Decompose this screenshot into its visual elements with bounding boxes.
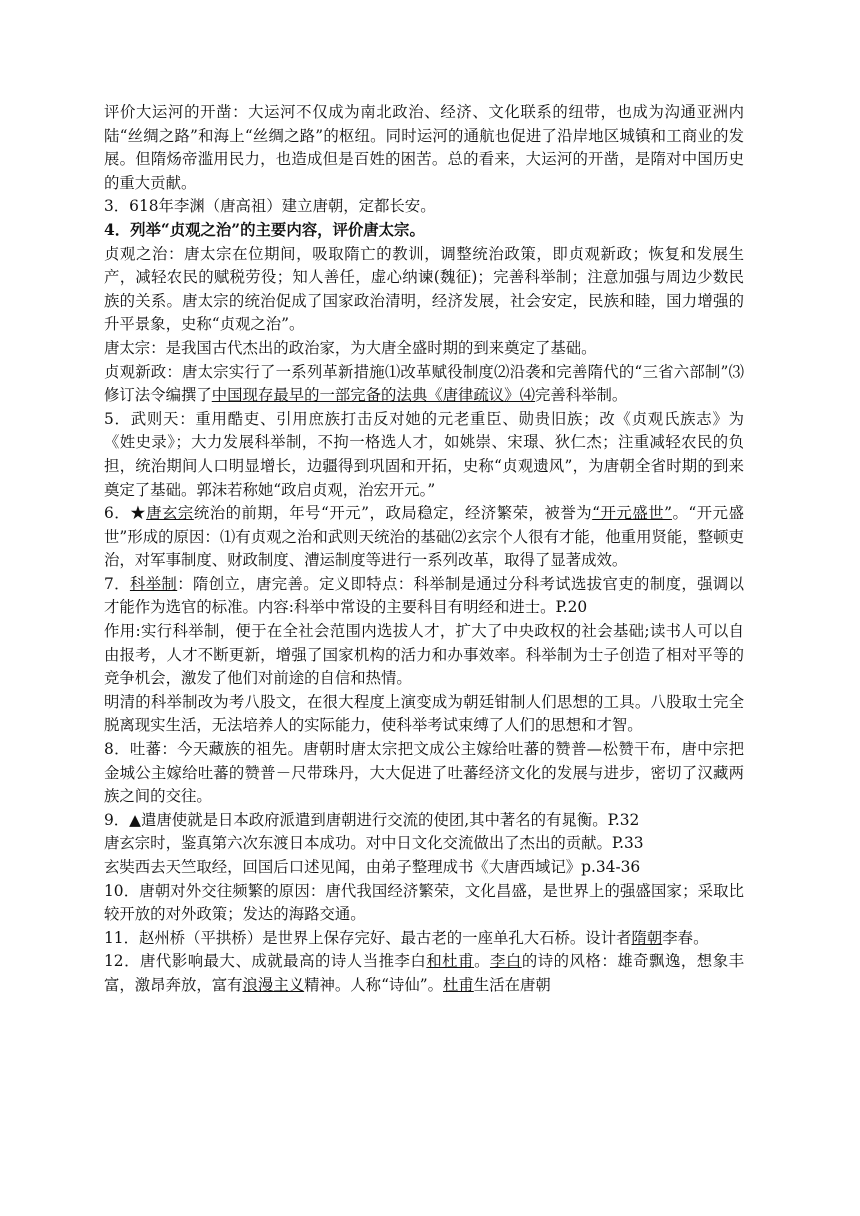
text-run: 贞观之治：唐太宗在位期间，吸取隋亡的教训，调整统治政策，即贞观新政；恢复和发展生产，减轻农民的赋税劳役；知人善任，虚心纳谏(魏征)；完善科举制；注意加强与周边少数民族的关系。唐太宗的统治促成了国家政治清明，经济发展，社会安定，民族和睦，国力增强的升平景象，史称“贞观之治”。 [104, 244, 744, 334]
paragraph [104, 880, 744, 927]
text-run: 11．赵州桥（平拱桥）是世界上保存完好、最古老的一座单孔大石桥。设计者 [104, 928, 632, 947]
paragraph [104, 573, 744, 620]
text-run: 明清的科举制改为考八股文，在很大程度上演变成为朝廷钳制人们思想的工具。八股取士完全脱离现实生活，无法培养人的实际能力，使科举考试束缚了人们的思想和才智。 [104, 692, 744, 735]
underlined-text: 唐玄宗 [146, 504, 194, 523]
paragraph [104, 927, 744, 951]
paragraph [104, 101, 744, 195]
underlined-text: 中国现存最早的一部完备的法典《唐律疏议》⑷ [211, 386, 535, 405]
text-run: ：隋创立，唐完善。定义即特点：科举制是通过分科考试选拔官吏的制度，强调以才能作为选官的标准。内容:科举中常设的主要科目有明经和进士。P.20 [104, 574, 744, 617]
text-run: 3．618年李渊（唐高祖）建立唐朝，定都长安。 [104, 197, 436, 216]
text-run: 李春。 [662, 928, 709, 947]
paragraph [104, 243, 744, 337]
text-run: 唐太宗：是我国古代杰出的政治家，为大唐全盛时期的到来奠定了基础。 [104, 338, 597, 357]
text-run: 完善科举制。 [534, 386, 628, 405]
text-run: 10．唐朝对外交往频繁的原因：唐代我国经济繁荣，文化昌盛，是世界上的强盛国家；采取比较开放的对外政策；发达的海路交通。 [104, 881, 744, 924]
document-body [104, 101, 744, 998]
paragraph [104, 856, 744, 880]
text-run: 5．武则天：重用酷吏、引用庶族打击反对她的元老重臣、勋贵旧族；改《贞观氏族志》为《姓史录》；大力发展科举制，不拘一格选人才，如姚崇、宋璟、狄仁杰；注重减轻农民的负担，统治期间人口明显增长，边疆得到巩固和开拓，史称“贞观遗风”，为唐朝全省时期的到来奠定了基础。郭沫若称她“政启贞观，治宏开元。” [104, 409, 744, 499]
paragraph [104, 361, 744, 408]
paragraph [104, 691, 744, 738]
underlined-text: 浪漫主义 [242, 975, 305, 994]
text-run: 作用:实行科举制，便于在全社会范围内选拔人才，扩大了中央政权的社会基础;读书人可以自由报考，人才不断更新，增强了国家机构的活力和办事效率。科举制为士子创造了相对平等的竞争机会，激发了他们对前途的自信和热情。 [104, 622, 744, 688]
paragraph [104, 620, 744, 691]
paragraph [104, 219, 744, 243]
underlined-text: 隋朝 [631, 928, 663, 947]
underlined-text: 和杜甫 [426, 952, 475, 971]
text-run: 评价大运河的开凿：大运河不仅成为南北政治、经济、文化联系的纽带，也成为沟通亚洲内陆“丝绸之路”和海上“丝绸之路”的枢纽。同时运河的通航也促进了沿岸地区城镇和工商业的发展。但隋炀帝滥用民力，也造成但是百姓的困苦。总的看来，大运河的开凿，是隋对中国历史的重大贡献。 [104, 103, 744, 192]
underlined-text: 李白 [489, 952, 522, 971]
text-run: 8．吐蕃：今天藏族的祖先。唐朝时唐太宗把文成公主嫁给吐蕃的赞普—松赞干布，唐中宗把金城公主嫁给吐蕃的赞普－尺带珠丹，大大促进了吐蕃经济文化的发展与进步，密切了汉藏两族之间的交往。 [104, 740, 744, 806]
text-run: 9．▲遣唐使就是日本政府派遣到唐朝进行交流的使团,其中著名的有晁衡。P.32 [104, 810, 640, 829]
text-run: 。 [474, 952, 490, 971]
text-run: 贞观新政：唐太宗实行了一系列革新措施⑴改革赋役制度⑵沿袭和完善隋代的“三省六部制”⑶修订法令编撰了 [104, 362, 744, 405]
underlined-text: 杜甫 [442, 975, 474, 994]
underlined-text: “开元盛世” [592, 504, 672, 523]
paragraph [104, 408, 744, 502]
paragraph [104, 738, 744, 809]
text-run: 12．唐代影响最大、成就最高的诗人当推李白 [104, 952, 427, 971]
text-run: 7． [104, 574, 130, 593]
text-run: 6．★ [104, 504, 147, 523]
text-run: 唐玄宗时，鉴真第六次东渡日本成功。对中日文化交流做出了杰出的贡献。P.33 [104, 834, 644, 853]
bold-heading-text: 4．列举“贞观之治”的主要内容，评价唐太宗。 [104, 220, 425, 239]
paragraph [104, 950, 744, 997]
text-run: 的诗的风格：雄奇飘逸，想象丰富，激昂奔放，富有 [104, 952, 744, 994]
underlined-text: 科举制 [129, 574, 178, 593]
paragraph [104, 502, 744, 573]
paragraph [104, 832, 744, 856]
text-run: 统治的前期，年号“开元”，政局稳定，经济繁荣，被誉为 [193, 504, 593, 523]
text-run: 。“开元盛世”形成的原因：⑴有贞观之治和武则天统治的基础⑵玄宗个人很有才能，他重用贤能，整顿吏治，对军事制度、财政制度、漕运制度等进行一系列改革，取得了显著成效。 [104, 504, 744, 570]
text-run: 精神。人称“诗仙”。 [304, 975, 443, 994]
text-run: 生活在唐朝 [473, 975, 551, 994]
paragraph [104, 337, 744, 361]
paragraph [104, 195, 744, 219]
text-run: 玄奘西去天竺取经，回国后口述见闻，由弟子整理成书《大唐西域记》p.34-36 [104, 858, 641, 876]
paragraph [104, 809, 744, 833]
